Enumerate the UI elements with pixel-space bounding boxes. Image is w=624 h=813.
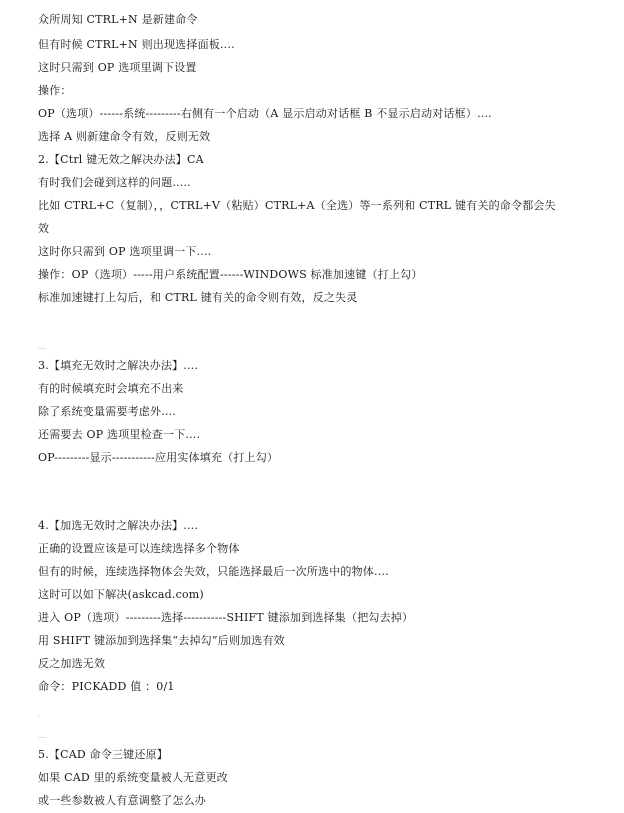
text-line: 这时可以如下解决(askcad.com): [38, 588, 204, 601]
text-line: 除了系统变量需要考虑外....: [38, 405, 176, 418]
text-line: 比如 CTRL+C（复制），，CTRL+V（粘贴）CTRL+A（全选）等一系列和 CTRL 键有关的命令都会失: [38, 199, 556, 212]
text-line: 这时你只需到 OP 选项里调一下....: [38, 245, 212, 258]
text-line: 标准加速键打上勾后，和 CTRL 键有关的命令则有效，反之失灵: [38, 291, 358, 304]
filler-mark: .: [38, 712, 40, 719]
text-line: 有时我们会碰到这样的问题.....: [38, 176, 191, 189]
text-line: 用 SHIFT 键添加到选择集“去掉勾”后则加选有效: [38, 634, 285, 647]
text-line: 选择 A 则新建命令有效，反则无效: [38, 130, 211, 143]
text-line: 但有时候 CTRL+N 则出现选择面板....: [38, 38, 235, 51]
text-line: 如果 CAD 里的系统变量被人无意更改: [38, 771, 228, 784]
section-heading: 3.【填充无效时之解决办法】....: [38, 359, 199, 372]
text-line: 操作：: [38, 84, 72, 97]
text-line: 正确的设置应该是可以连续选择多个物体: [38, 542, 240, 555]
text-line: OP---------显示-----------应用实体填充（打上勾）: [38, 451, 279, 464]
text-line: OP（选项）------系统---------右侧有一个启动（A 显示启动对话框 B 不显示启动对话框）....: [38, 107, 492, 120]
text-line: 众所周知 CTRL+N 是新建命令: [38, 13, 198, 26]
filler-mark: ....: [38, 344, 46, 351]
section-heading: 5.【CAD 命令三键还原】: [38, 748, 168, 761]
text-line: 但有的时候，连续选择物体会失效，只能选择最后一次所选中的物体....: [38, 565, 389, 578]
section-heading: 4.【加选无效时之解决办法】....: [38, 519, 199, 532]
text-line: 命令：PICKADD 值 ：0/1: [38, 680, 175, 693]
text-line: 效: [38, 222, 50, 235]
filler-mark: ....: [38, 733, 46, 740]
text-line: 进入 OP（选项）---------选择-----------SHIFT 键添加到选择集（把勾去掉）: [38, 611, 414, 624]
text-line: 这时只需到 OP 选项里调下设置: [38, 61, 197, 74]
text-line: 还需要去 OP 选项里检查一下....: [38, 428, 201, 441]
text-line: 反之加选无效: [38, 657, 106, 670]
text-line: 操作：OP（选项）-----用户系统配置------WINDOWS 标准加速键（打上勾）: [38, 268, 423, 281]
section-heading: 2.【Ctrl 键无效之解决办法】CA: [38, 153, 204, 166]
text-line: 有的时候填充时会填充不出来: [38, 382, 184, 395]
text-line: 或一些参数被人有意调整了怎么办: [38, 794, 206, 807]
